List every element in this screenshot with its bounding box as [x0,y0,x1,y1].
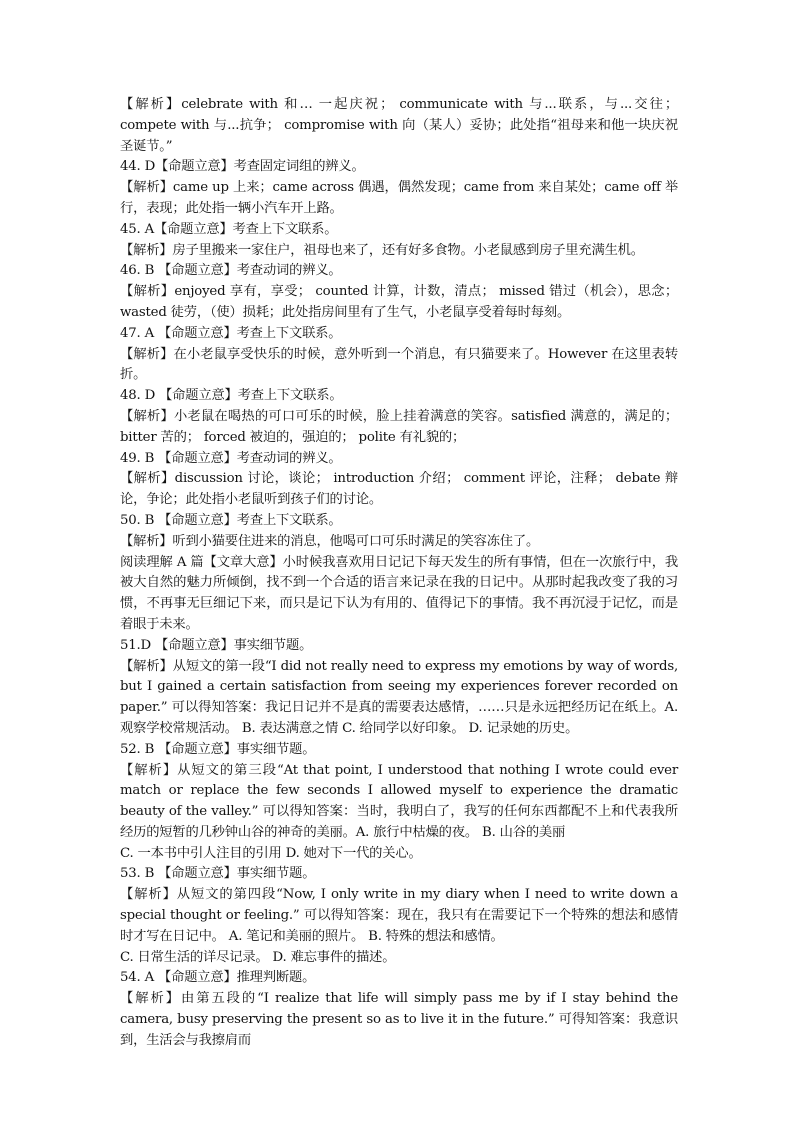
answer-51-heading: 51.D 【命题立意】事实细节题。 [120,637,313,653]
answer-50-heading: 50. B 【命题立意】考查上下文联系。 [120,512,342,528]
explanation-53: 【解析】从短文的第四段“Now, I only write in my diary when I need to write down a special thought or feeling.” 可以得知答案：现在，我只有在需要记下一个特殊的想法和感情时才写在日记中。 A. 笔记和美丽的照片。 B. 特殊的想法和感情。 [120,887,678,944]
answer-key-page [120,95,678,1052]
answer-53-heading: 53. B 【命题立意】事实细节题。 [120,866,316,882]
answer-52-heading: 52. B 【命题立意】事实细节题。 [120,741,316,757]
answer-45-heading: 45. A【命题立意】考查上下文联系。 [120,221,338,237]
explanation-52-options: C. 一本书中引人注目的引用 D. 她对下一代的关心。 [120,845,422,861]
explanation-50: 【解析】听到小猫要住进来的消息，他喝可口可乐时满足的笑容冻住了。 [120,533,540,549]
explanation-48: 【解析】小老鼠在喝热的可口可乐的时候，脸上挂着满意的笑容。satisfied 满意的，满足的； bitter 苦的； forced 被迫的，强迫的； polite 有礼貌的； [120,408,678,445]
explanation-51: 【解析】从短文的第一段“I did not really need to express my emotions by way of words, but I gained a certain satisfaction from seeing my experiences forever recorded on paper.” 可以得知答案：我记日记并不是真的需要表达感情，……只是永远把经历记在纸上。A. 观察学校常规活动。 B. 表达满意之情 C. 给同学以好印象。 D. 记录她的历史。 [120,658,678,736]
explanation-43: 【解析】celebrate with 和… 一起庆祝； communicate with 与...联系，与...交往； compete with 与...抗争； compromise with 向（某人）妥协；此处指“祖母来和他一块庆祝圣诞节。” [120,97,678,154]
answer-49-heading: 49. B 【命题立意】考查动词的辨义。 [120,450,342,466]
answer-44-heading: 44. D【命题立意】考查固定词组的辨义。 [120,159,365,175]
explanation-44: 【解析】came up 上来；came across 偶遇，偶然发现；came from 来自某处；came off 举行，表现；此处指一辆小汽车开上路。 [120,180,678,216]
explanation-49: 【解析】discussion 讨论，谈论； introduction 介绍； comment 评论，注释； debate 辩论，争论；此处指小老鼠听到孩子们的讨论。 [120,471,678,508]
answer-46-heading: 46. B 【命题立意】考查动词的辨义。 [120,263,342,279]
answer-54-heading: 54. A 【命题立意】推理判断题。 [120,970,316,986]
explanation-52: 【解析】从短文的第三段“At that point, I understood that nothing I wrote could ever match or replace the few seconds I allowed myself to experience the dramatic beauty of the valley.” 可以得知答案：当时，我明白了，我写的任何东西都配不上和代表我所经历的短暂的几秒钟山谷的神奇的美丽。A. 旅行中枯燥的夜。 B. 山谷的美丽 [120,762,678,840]
explanation-45: 【解析】房子里搬来一家住户，祖母也来了，还有好多食物。小老鼠感到房子里充满生机。 [120,242,644,258]
explanation-46: 【解析】enjoyed 享有，享受； counted 计算，计数，清点； missed 错过（机会），思念； wasted 徒劳，（使）损耗；此处指房间里有了生气，小老鼠享受着每时每刻。 [120,284,678,320]
reading-a-summary: 阅读理解 A 篇【文章大意】小时候我喜欢用日记记下每天发生的所有事情，但在一次旅行中，我被大自然的魅力所倾倒，找不到一个合适的语言来记录在我的日记中。从那时起我改变了我的习惯，不再事无巨细记下来，而只是记下认为有用的、值得记下的事情。我不再沉浸于记忆，而是着眼于未来。 [120,554,678,632]
answer-47-heading: 47. A 【命题立意】考查上下文联系。 [120,325,342,341]
answer-48-heading: 48. D 【命题立意】考查上下文联系。 [120,388,343,404]
explanation-54: 【解析】由第五段的“I realize that life will simply pass me by if I stay behind the camera, busy preserving the present so as to live it in the future.” 可得知答案：我意识到，生活会与我擦肩而 [120,991,678,1048]
explanation-53-options: C. 日常生活的详尽记录。 D. 难忘事件的描述。 [120,949,396,965]
explanation-47: 【解析】在小老鼠享受快乐的时候，意外听到一个消息，有只猫要来了。However 在这里表转折。 [120,346,678,383]
